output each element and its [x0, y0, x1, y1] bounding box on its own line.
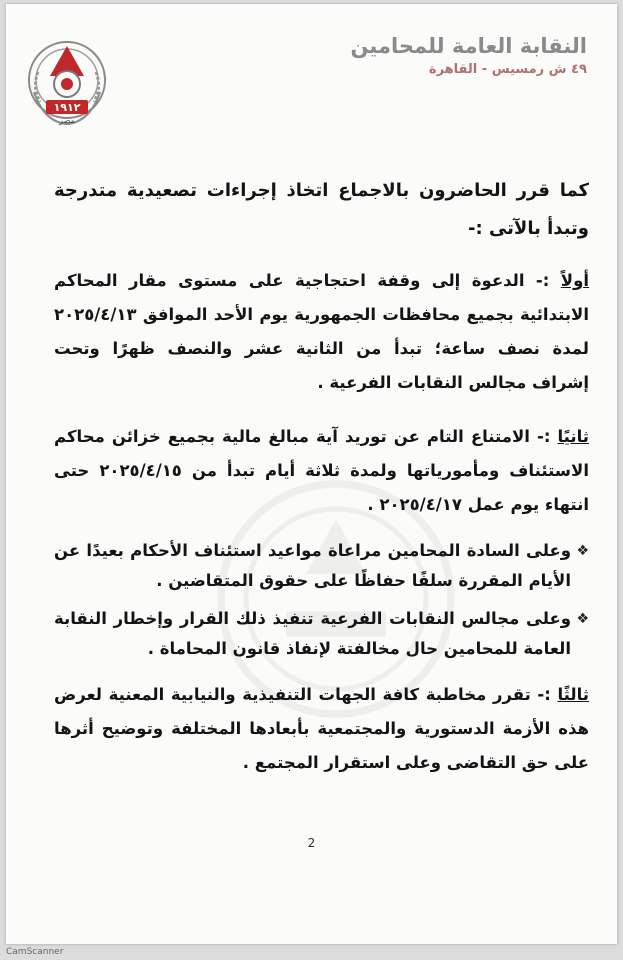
bullet-text: وعلى السادة المحامين مراعاة مواعيد استئناف الأحكام بعيدًا عن الأيام المقررة سلفًا حفاظًا على حقوق المتقاضين . [54, 541, 571, 590]
item-text: :- الامتناع التام عن توريد آية مبالغ مالية بجميع خزائن محاكم الاستئناف ومأمورياتها ولمدة ثلاثة أيام تبدأ من ٢٠٢٥/٤/١٥ حتى انتهاء يوم عمل ٢٠٢٥/٤/١٧ . [54, 427, 589, 514]
item-text: :- تقرر مخاطبة كافة الجهات التنفيذية والنيابية المعنية لعرض هذه الأزمة الدستورية والمجتمعية بأبعادها المختلفة وتوضيح أثرها على حق التقاضى وعلى استقرار المجتمع . [54, 685, 589, 772]
item-label: ثانيًا [557, 427, 589, 446]
item-third [54, 678, 589, 780]
intro-paragraph: كما قرر الحاضرون بالاجماع اتخاذ إجراءات تصعيدية متدرجة وتبدأ بالآتى :- [54, 180, 589, 239]
organization-address: ٤٩ ش رمسيس - القاهرة [428, 62, 587, 77]
document-body [54, 172, 589, 780]
document-page [6, 4, 617, 944]
bullet-text: وعلى مجالس النقابات الفرعية تنفيذ ذلك القرار وإخطار النقابة العامة للمحامين حال مخالفتة لإنفاذ قانون المحاماة . [54, 609, 571, 658]
item-label: أولاً [560, 271, 589, 290]
logo-country: مصر [59, 116, 75, 125]
item-second [54, 420, 589, 522]
diamond-bullet-icon: ❖ [576, 543, 589, 559]
organization-name: النقابة العامة للمحامين [350, 34, 587, 58]
diamond-bullet-icon: ❖ [576, 611, 589, 627]
item-first [54, 264, 589, 400]
letterhead [351, 34, 588, 77]
scanner-watermark: CamScanner [6, 947, 64, 957]
bullet-branch-councils [54, 604, 589, 664]
lawyers-syndicate-logo [24, 32, 110, 136]
bullet-appeals [54, 536, 589, 596]
page-number: 2 [307, 836, 316, 850]
item-label: ثالثًا [557, 685, 589, 704]
item-text: :- الدعوة إلى وقفة احتجاجية على مستوى مقار المحاكم الابتدائية بجميع محافظات الجمهورية يوم الأحد الموافق ٢٠٢٥/٤/١٣ لمدة نصف ساعة؛ تبدأ من الثانية عشر والنصف ظهرًا وتحت إشراف مجالس النقابات الفرعية . [54, 271, 589, 392]
logo-year: ١٩١٢ [53, 101, 81, 114]
